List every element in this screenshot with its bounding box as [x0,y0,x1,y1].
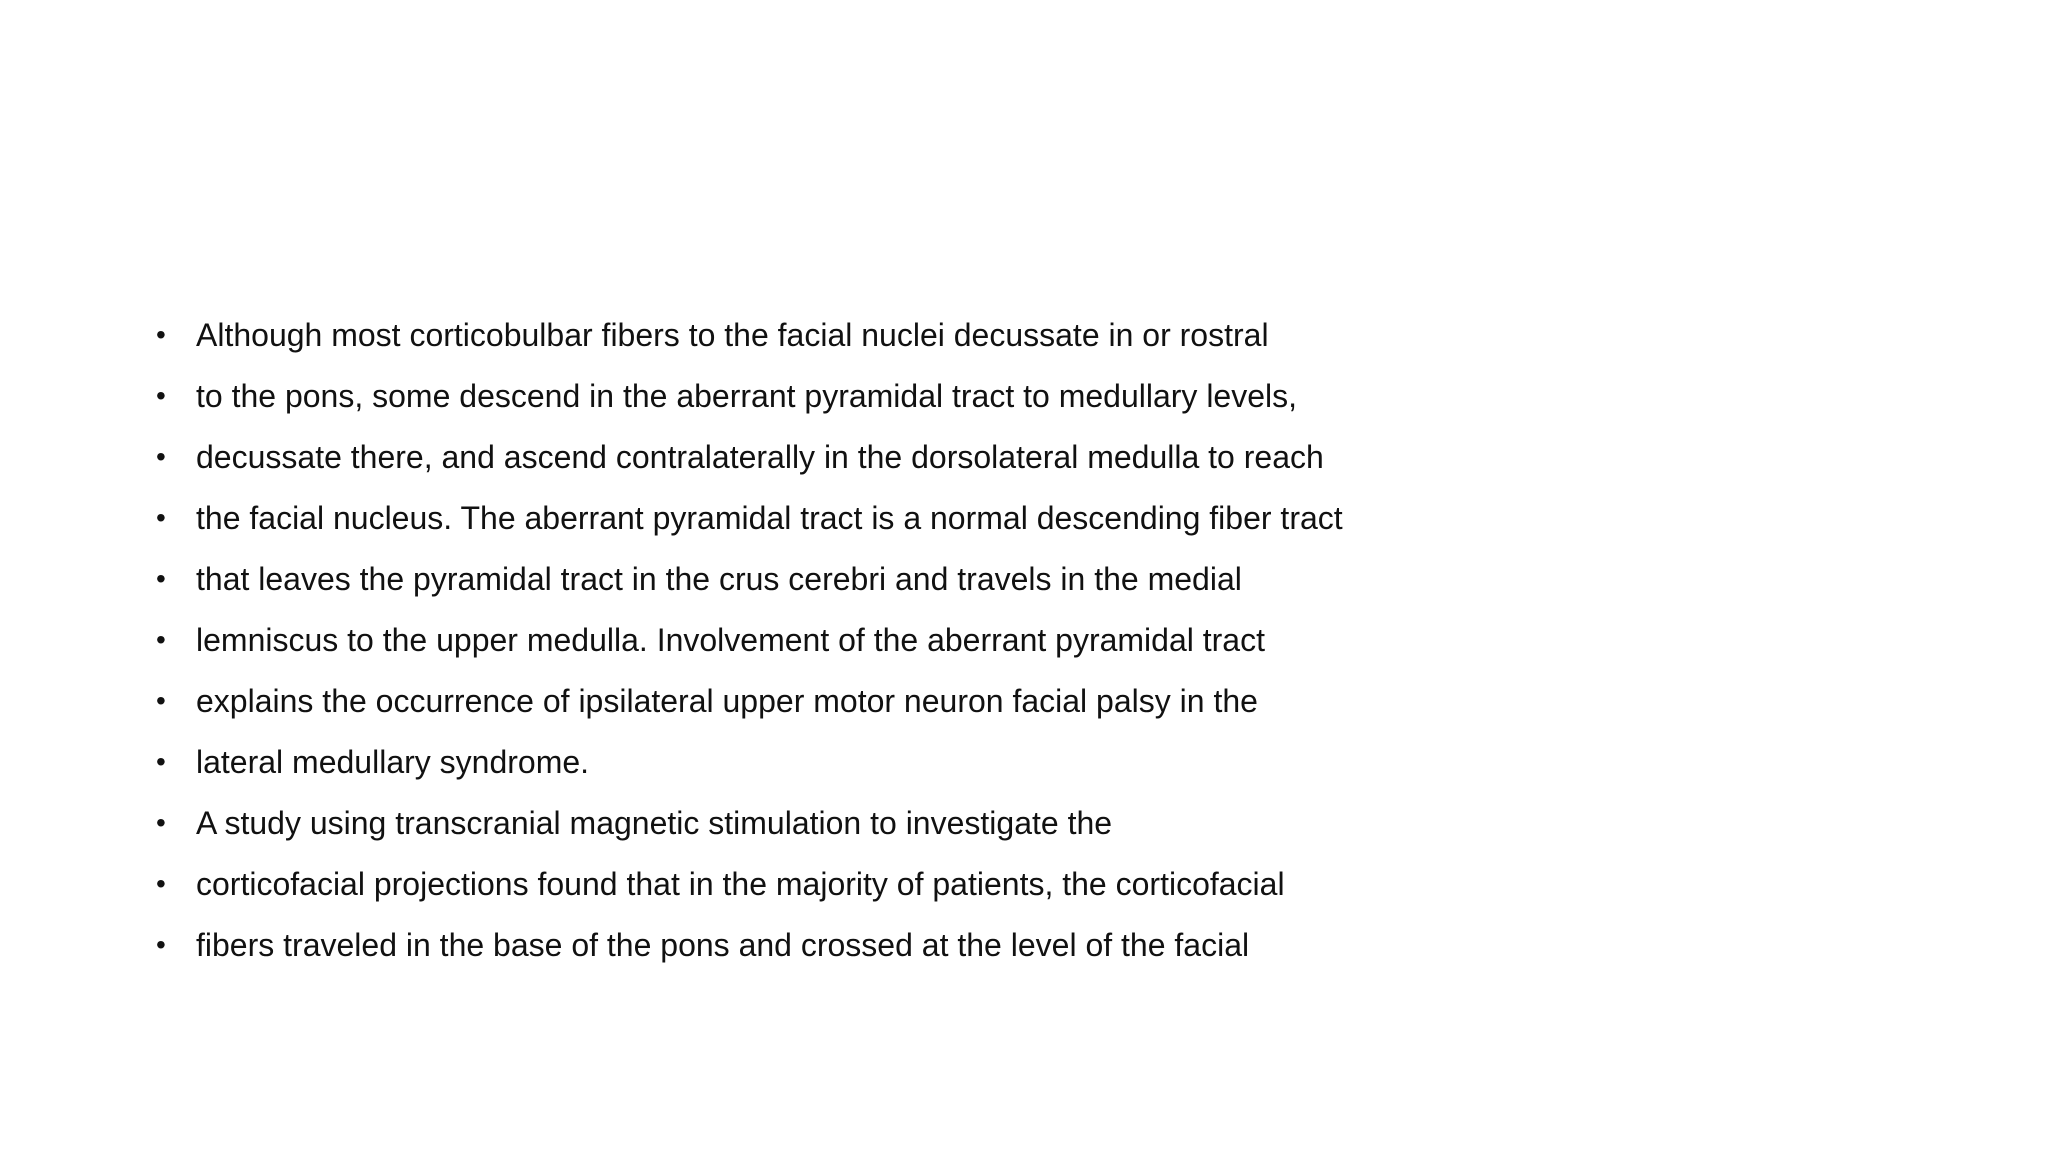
list-item [156,614,1956,675]
bullet-icon: • [156,502,166,533]
bullet-text: to the pons, some descend in the aberrant pyramidal tract to medullary levels, [196,378,1298,414]
list-item [156,431,1956,492]
bullet-text: fibers traveled in the base of the pons and crossed at the level of the facial [196,927,1250,963]
bullet-icon: • [156,563,166,594]
bullet-icon: • [156,746,166,777]
list-item [156,309,1956,370]
list-item [156,858,1956,919]
bullet-text: the facial nucleus. The aberrant pyramidal tract is a normal descending fiber tract [196,500,1343,536]
bullet-list [156,309,1956,980]
bullet-icon: • [156,929,166,960]
bullet-text: A study using transcranial magnetic stimulation to investigate the [196,805,1113,841]
list-item [156,553,1956,614]
bullet-icon: • [156,441,166,472]
bullet-icon: • [156,624,166,655]
bullet-text: decussate there, and ascend contralaterally in the dorsolateral medulla to reach [196,439,1324,475]
bullet-text: lateral medullary syndrome. [196,744,590,780]
bullet-icon: • [156,807,166,838]
bullet-icon: • [156,685,166,716]
bullet-text: Although most corticobulbar fibers to the facial nuclei decussate in or rostral [196,317,1269,353]
list-item [156,370,1956,431]
list-item [156,492,1956,553]
bullet-icon: • [156,868,166,899]
bullet-text: explains the occurrence of ipsilateral upper motor neuron facial palsy in the [196,683,1258,719]
bullet-text: lemniscus to the upper medulla. Involvement of the aberrant pyramidal tract [196,622,1265,658]
list-item [156,736,1956,797]
list-item [156,919,1956,980]
bullet-text: corticofacial projections found that in the majority of patients, the corticofacial [196,866,1285,902]
list-item [156,675,1956,736]
bullet-text: that leaves the pyramidal tract in the crus cerebri and travels in the medial [196,561,1242,597]
bullet-icon: • [156,380,166,411]
bullet-icon: • [156,319,166,350]
list-item [156,797,1956,858]
